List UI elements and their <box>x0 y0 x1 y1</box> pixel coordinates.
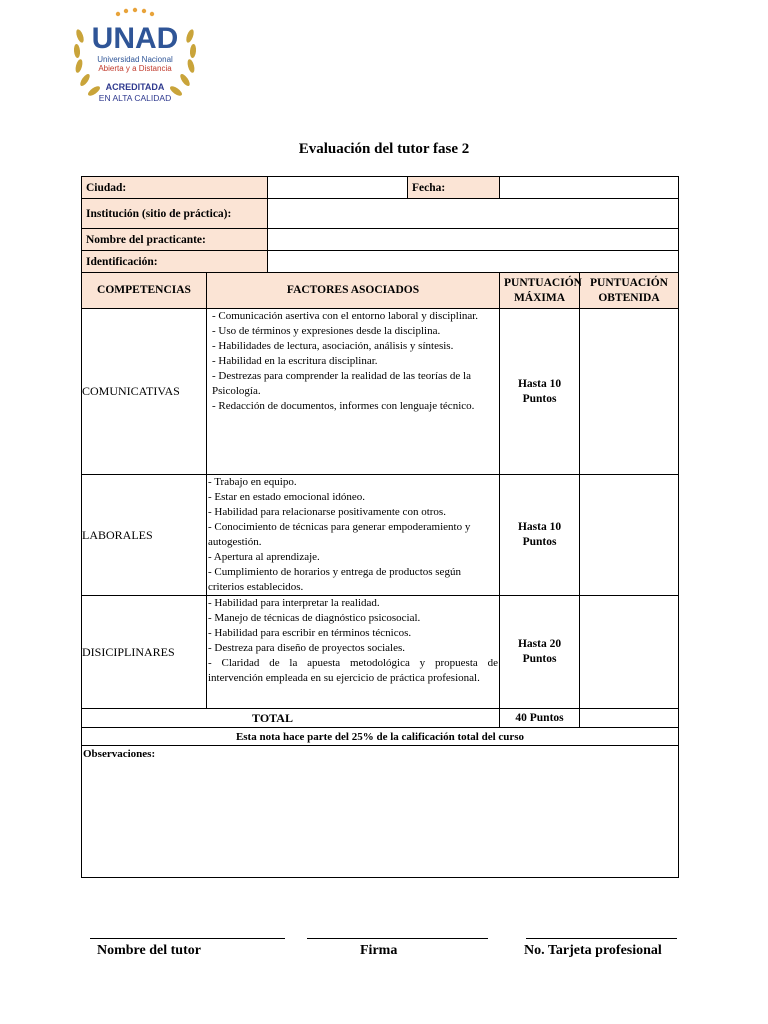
ciudad-label: Ciudad: <box>82 177 268 199</box>
evaluation-table <box>81 176 679 878</box>
factores-list <box>207 475 500 596</box>
list-item: - Uso de términos y expresiones desde la disciplina. <box>212 325 441 337</box>
puntuacion-maxima: Hasta 10 Puntos <box>500 475 580 596</box>
svg-text:Abierta y a Distancia: Abierta y a Distancia <box>98 64 172 73</box>
list-item: - Destreza para diseño de proyectos sociales. <box>208 642 406 654</box>
svg-text:Universidad Nacional: Universidad Nacional <box>97 55 173 64</box>
list-item: - Habilidad en la escritura disciplinar. <box>212 355 378 367</box>
list-item: - Manejo de técnicas de diagnóstico psicosocial. <box>208 612 421 624</box>
list-item: - Comunicación asertiva con el entorno laboral y disciplinar. <box>212 310 479 322</box>
header-puntuacion-maxima: PUNTUACIÓN MÁXIMA <box>500 273 580 309</box>
svg-text:ACREDITADA: ACREDITADA <box>105 82 165 92</box>
list-item: - Habilidades de lectura, asociación, análisis y síntesis. <box>212 340 454 352</box>
list-item: - Apertura al aprendizaje. <box>208 551 320 563</box>
table-row <box>82 309 679 475</box>
total-obtenido-input[interactable] <box>580 709 679 728</box>
list-item: - Claridad de la apuesta metodológica y propuesta de intervención empleada en su ejercicio de práctica profesional. <box>208 657 501 684</box>
tutor-signature-line <box>90 938 285 939</box>
observaciones-label: Observaciones: <box>83 748 156 760</box>
institucion-label: Institución (sitio de práctica): <box>82 199 268 229</box>
dots-arc <box>116 8 154 16</box>
tutor-name-label: Nombre del tutor <box>97 943 201 958</box>
list-item: - Habilidad para escribir en términos técnicos. <box>208 627 412 639</box>
factores-list <box>207 596 500 709</box>
unad-logo <box>70 6 200 106</box>
list-item: - Estar en estado emocional idóneo. <box>208 491 366 503</box>
identificacion-input[interactable] <box>268 251 679 273</box>
page-title: Evaluación del tutor fase 2 <box>298 141 470 157</box>
observaciones-field[interactable] <box>82 746 679 878</box>
puntuacion-obtenida-input[interactable] <box>580 596 679 709</box>
factores-list <box>207 309 500 475</box>
list-item: - Destrezas para comprender la realidad de las teorías de la Psicología. <box>212 370 474 397</box>
puntuacion-maxima: Hasta 10 Puntos <box>500 309 580 475</box>
competencia-name: DISICIPLINARES <box>82 596 207 709</box>
institucion-input[interactable] <box>268 199 679 229</box>
header-competencias: COMPETENCIAS <box>82 273 207 309</box>
list-item: - Redacción de documentos, informes con lenguaje técnico. <box>212 400 475 412</box>
total-label: TOTAL <box>82 709 500 728</box>
list-item: - Habilidad para relacionarse positivamente con otros. <box>208 506 446 518</box>
svg-text:EN ALTA CALIDAD: EN ALTA CALIDAD <box>98 93 172 103</box>
fecha-input[interactable] <box>500 177 679 199</box>
list-item: - Conocimiento de técnicas para generar empoderamiento y autogestión. <box>208 521 474 548</box>
header-puntuacion-obtenida: PUNTUACIÓN OBTENIDA <box>580 273 679 309</box>
firma-label: Firma <box>360 943 398 958</box>
total-value: 40 Puntos <box>500 709 580 728</box>
grade-note: Esta nota hace parte del 25% de la calificación total del curso <box>82 728 679 746</box>
identificacion-label: Identificación: <box>82 251 268 273</box>
logo-brand: UNAD <box>91 22 179 55</box>
puntuacion-maxima: Hasta 20 Puntos <box>500 596 580 709</box>
tarjeta-signature-line <box>526 938 677 939</box>
table-row <box>82 475 679 596</box>
tarjeta-label: No. Tarjeta profesional <box>524 943 662 958</box>
list-item: - Trabajo en equipo. <box>208 476 297 488</box>
header-factores: FACTORES ASOCIADOS <box>207 273 500 309</box>
table-row <box>82 596 679 709</box>
list-item: - Cumplimiento de horarios y entrega de productos según criterios establecidos. <box>208 566 464 593</box>
competencia-name: COMUNICATIVAS <box>82 309 207 475</box>
ciudad-input[interactable] <box>268 177 408 199</box>
fecha-label: Fecha: <box>408 177 500 199</box>
competencia-name: LABORALES <box>82 475 207 596</box>
practicante-label: Nombre del practicante: <box>82 229 268 251</box>
practicante-input[interactable] <box>268 229 679 251</box>
puntuacion-obtenida-input[interactable] <box>580 475 679 596</box>
puntuacion-obtenida-input[interactable] <box>580 309 679 475</box>
list-item: - Habilidad para interpretar la realidad. <box>208 597 380 609</box>
firma-signature-line <box>307 938 488 939</box>
